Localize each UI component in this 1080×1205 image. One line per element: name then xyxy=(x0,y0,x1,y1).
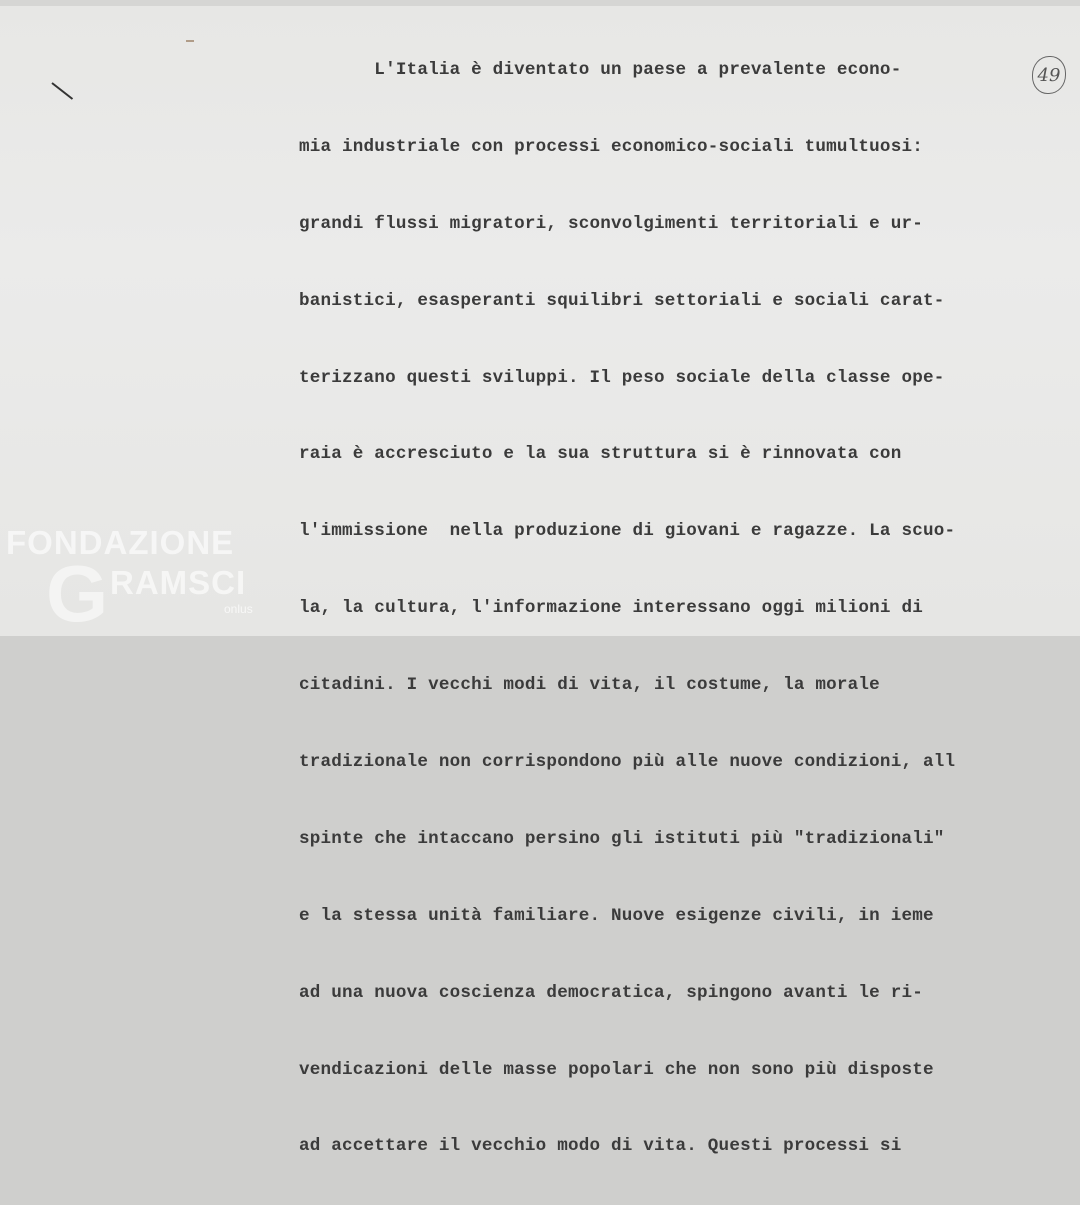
text-line: mia industriale con processi economico-sociali tumultuosi: xyxy=(299,136,923,157)
text-line: spinte che intaccano persino gli istituti più "tradizionali" xyxy=(299,828,945,849)
text-line: l'immissione nella produzione di giovani e ragazze. La scuo- xyxy=(299,521,956,542)
watermark-line1: FONDAZIONE xyxy=(6,524,235,561)
text-line: citadini. I vecchi modi di vita, il costume, la morale xyxy=(299,675,880,696)
typewritten-text xyxy=(299,12,1079,1205)
text-line: ad una nuova coscienza democratica, spingono avanti le ri- xyxy=(299,982,923,1003)
text-line: raia è accresciuto e la sua struttura si è rinnovata con xyxy=(299,444,902,465)
text-line: ad accettare il vecchio modo di vita. Questi processi si xyxy=(299,1136,902,1157)
watermark-initial: G xyxy=(46,549,109,638)
text-line: grandi flussi migratori, sconvolgimenti territoriali e ur- xyxy=(299,213,923,234)
text-line: tradizionale non corrispondono più alle nuove condizioni, all xyxy=(299,752,956,773)
text-line: e la stessa unità familiare. Nuove esigenze civili, in ieme xyxy=(299,905,934,926)
handwritten-page-number: 49 xyxy=(1032,56,1066,94)
watermark-line2: RAMSCI xyxy=(110,564,247,601)
text-line: la, la cultura, l'informazione interessano oggi milioni di xyxy=(299,598,923,619)
watermark-suffix: onlus xyxy=(224,602,253,616)
text-line: L'Italia è diventato un paese a prevalente econo- xyxy=(299,60,902,80)
pen-mark xyxy=(51,82,73,100)
paper-speck xyxy=(186,40,194,42)
text-line: terizzano questi sviluppi. Il peso sociale della classe ope- xyxy=(299,367,945,388)
fondazione-gramsci-watermark xyxy=(6,524,276,638)
text-line: vendicazioni delle masse popolari che non sono più disposte xyxy=(299,1059,934,1080)
text-line: banistici, esasperanti squilibri settoriali e sociali carat- xyxy=(299,290,945,311)
